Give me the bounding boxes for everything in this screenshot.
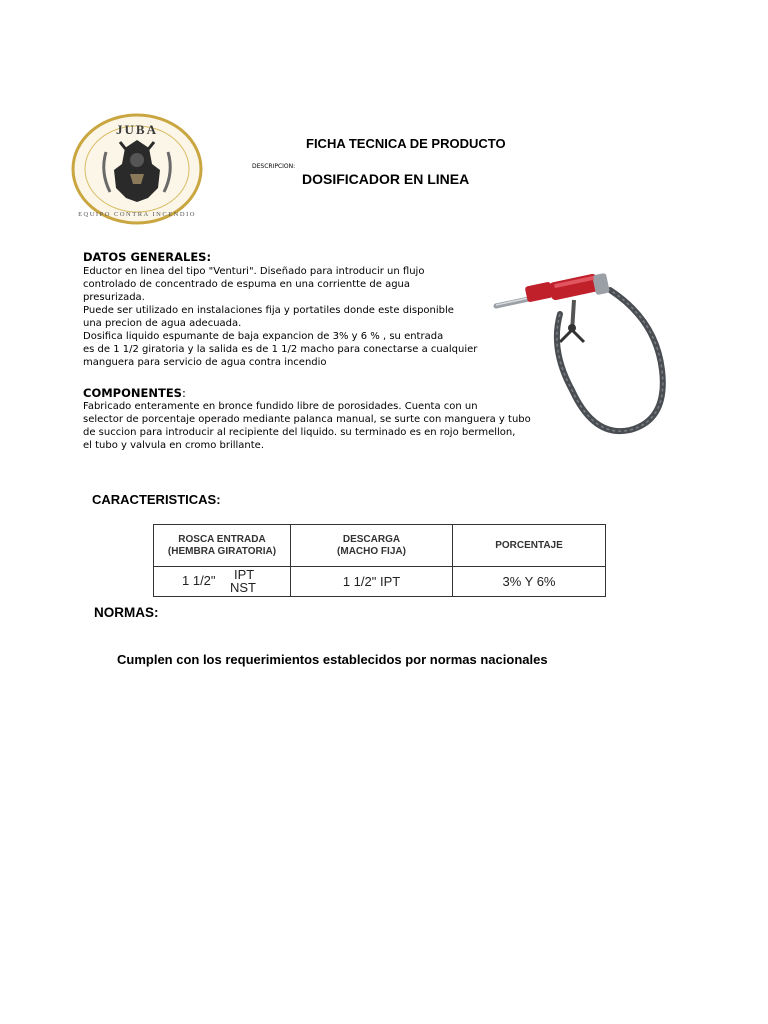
description-label: DESCRIPCION: (252, 163, 296, 170)
caracteristicas-heading: CARACTERISTICAS: (92, 492, 221, 507)
componentes-line: selector de porcentaje operado mediante palanca manual, se surte con manguera y tubo (83, 414, 531, 425)
logo-brand: JUBA (116, 122, 158, 137)
datos-line: presurizada. (83, 292, 145, 303)
table-cell-entrada (154, 567, 291, 596)
datos-generales-heading: DATOS GENERALES: (83, 250, 212, 264)
datos-line: Eductor en linea del tipo "Venturi". Diseñado para introducir un flujo (83, 266, 425, 277)
datos-line: controlado de concentrado de espuma en una corrientte de agua (83, 279, 411, 290)
datos-line: Puede ser utilizado en instalaciones fija y portatiles donde este disponible (83, 305, 454, 316)
componentes-text (83, 400, 531, 452)
specs-table (153, 524, 606, 597)
componentes-line: Fabricado enteramente en bronce fundido libre de porosidades. Cuenta con un (83, 401, 478, 412)
datos-line: una precion de agua adecuada. (83, 318, 242, 329)
company-logo (70, 112, 204, 226)
table-cell-descarga: 1 1/2" IPT (291, 567, 453, 596)
entrada-ipt: IPT (234, 567, 255, 582)
table-cell-porcentaje: 3% Y 6% (502, 574, 556, 589)
componentes-line: el tubo y valvula en cromo brillante. (83, 440, 265, 451)
datos-line: Dosifica liquido espumante de baja expancion de 3% y 6 % , su entrada (83, 331, 444, 342)
logo-ring-text: EQUIPO CONTRA INCENDIO (78, 211, 196, 218)
table-header-entrada: ROSCA ENTRADA (HEMBRA GIRATORIA) (154, 525, 291, 567)
product-name: DOSIFICADOR EN LINEA (302, 171, 470, 187)
datos-line: manguera para servicio de agua contra incendio (83, 357, 327, 368)
componentes-line: de succion para introducir al recipiente del liquido. su terminado es en rojo bermellon, (83, 427, 516, 438)
datos-line: es de 1 1/2 giratoria y la salida es de 1 1/2 macho para conectarse a cualquier (83, 344, 478, 355)
componentes-heading: COMPONENTES: (83, 386, 186, 400)
normas-text: Cumplen con los requerimientos establecidos por normas nacionales (117, 652, 548, 667)
normas-heading: NORMAS: (94, 605, 159, 620)
document-title: FICHA TECNICA DE PRODUCTO (306, 136, 506, 151)
product-photo (490, 270, 686, 450)
entrada-nst: NST (230, 580, 256, 595)
entrada-size: 1 1/2" (182, 573, 216, 588)
datos-generales-text (83, 265, 477, 369)
table-header-porcentaje: PORCENTAJE (453, 525, 605, 567)
table-header-descarga: DESCARGA (MACHO FIJA) (291, 525, 453, 567)
